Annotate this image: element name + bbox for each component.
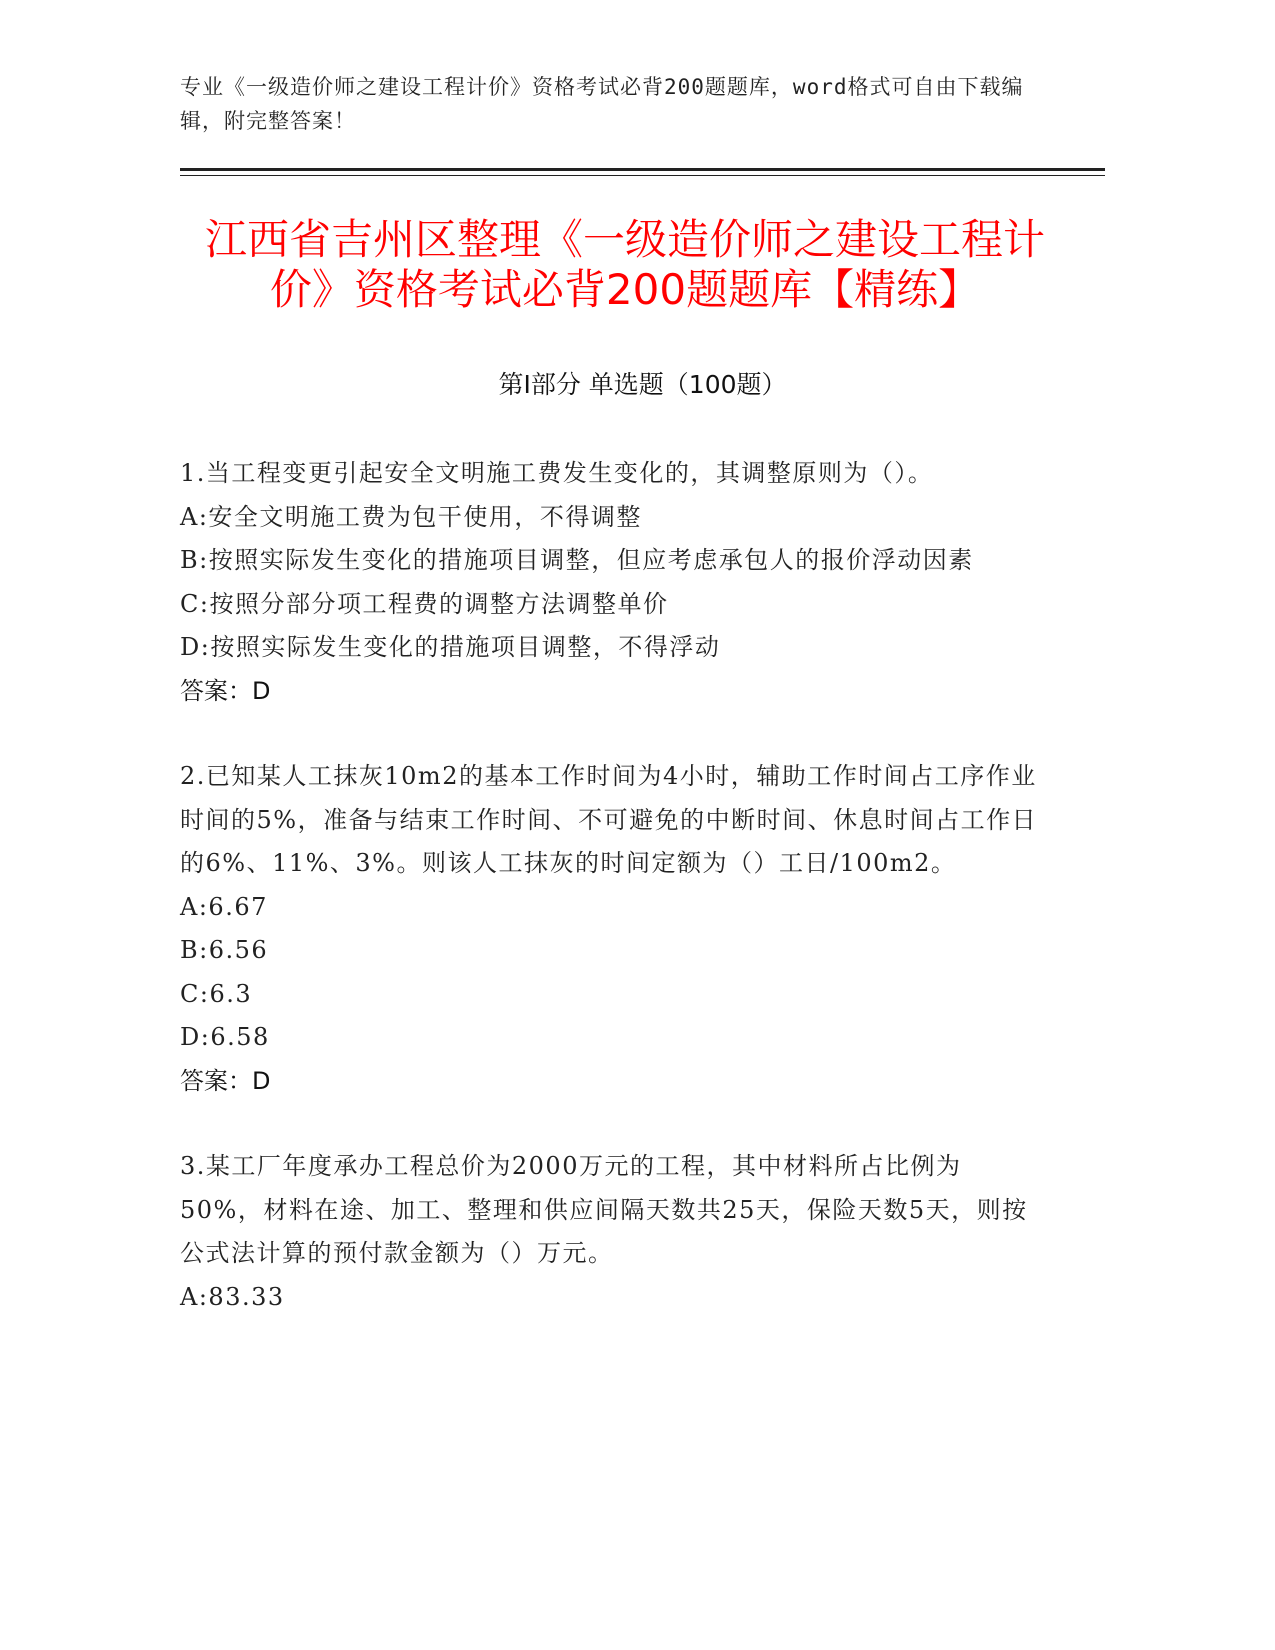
header-note: 专业《一级造价师之建设工程计价》资格考试必背200题题库，word格式可自由下载编辑，附完整答案！: [180, 75, 1024, 133]
header-divider-thin: [180, 175, 1105, 176]
question-2: [180, 755, 1040, 1103]
option-a: A:安全文明施工费为包干使用，不得调整: [180, 502, 642, 531]
question-stem: 3.某工厂年度承办工程总价为2000万元的工程，其中材料所占比例为50%，材料在途、加工、整理和供应间隔天数共25天，保险天数5天，则按公式法计算的预付款金额为（）万元。: [180, 1152, 1028, 1267]
header-divider-thick: [180, 168, 1105, 171]
question-stem: 2.已知某人工抹灰10m2的基本工作时间为4小时，辅助工作时间占工序作业时间的5%，准备与结束工作时间、不可避免的中断时间、休息时间占工作日的6%、11%、3%。则该人工抹灰的时间定额为（）工日/100m2。: [180, 762, 1038, 877]
section-heading: 第I部分 单选题（100题）: [498, 370, 787, 399]
answer: 答案：D: [180, 1066, 271, 1095]
question-stem: 1.当工程变更引起安全文明施工费发生变化的，其调整原则为（）。: [180, 459, 934, 487]
answer: 答案：D: [180, 676, 271, 705]
option-d: D:6.58: [180, 1023, 270, 1051]
document-title: 江西省吉州区整理《一级造价师之建设工程计价》资格考试必背200题题库【精练】: [204, 215, 1045, 314]
option-c: C:6.3: [180, 979, 253, 1008]
option-b: B:按照实际发生变化的措施项目调整，但应考虑承包人的报价浮动因素: [180, 546, 974, 574]
option-a: A:6.67: [180, 892, 268, 921]
option-c: C:按照分部分项工程费的调整方法调整单价: [180, 589, 669, 618]
question-3: [180, 1145, 1040, 1319]
option-a: A:83.33: [180, 1282, 285, 1311]
question-list: [180, 452, 1040, 1361]
option-b: B:6.56: [180, 936, 269, 964]
question-1: [180, 452, 1040, 713]
option-d: D:按照实际发生变化的措施项目调整，不得浮动: [180, 633, 721, 661]
